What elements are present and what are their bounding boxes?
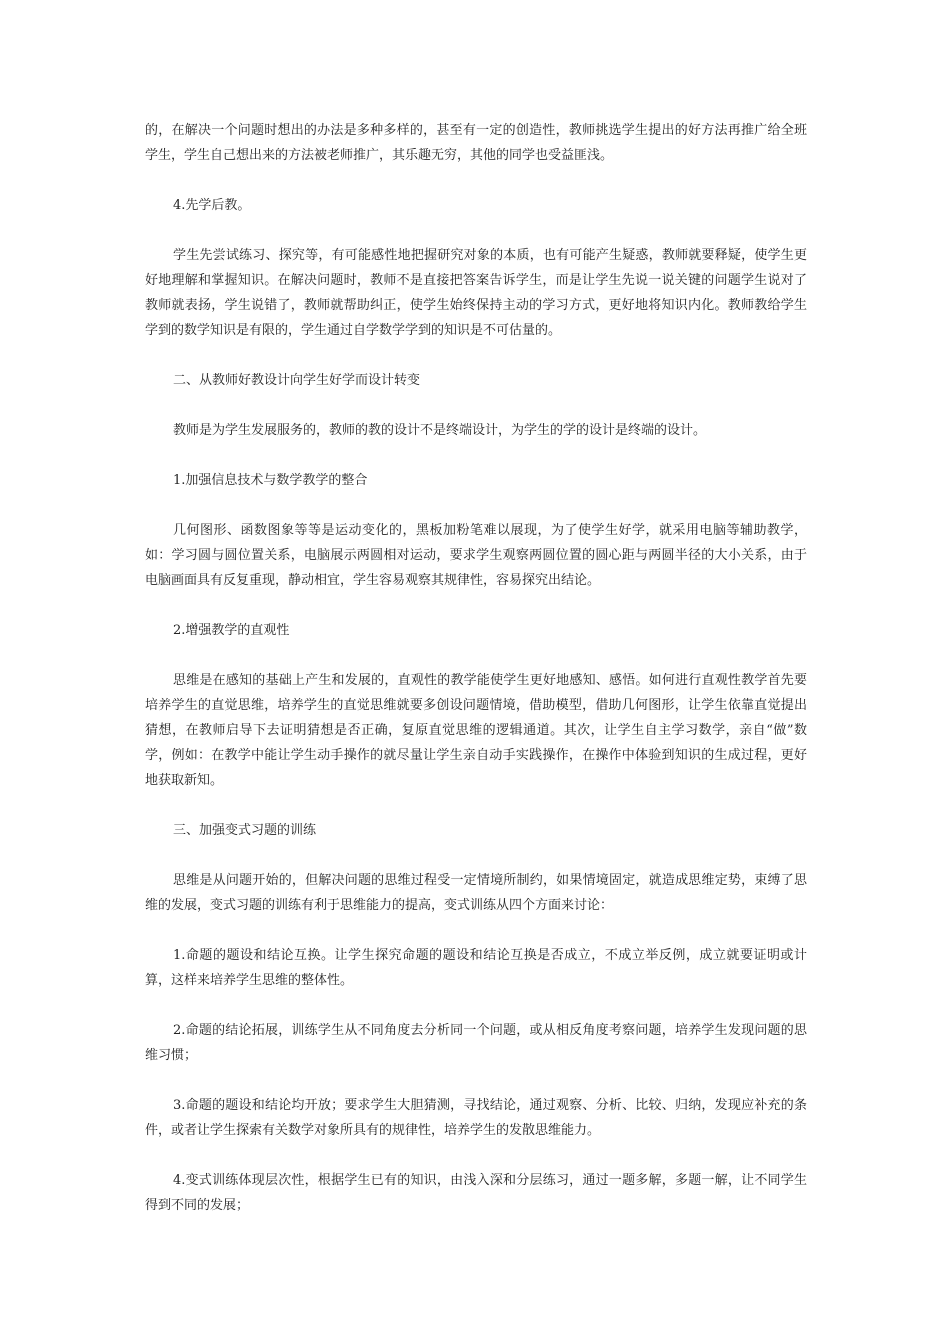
paragraph: 教师是为学生发展服务的，教师的教的设计不是终端设计，为学生的学的设计是终端的设计。 [173, 423, 707, 438]
subheading-1-it-integration: 1.加强信息技术与数学教学的整合 [173, 473, 368, 488]
list-item-3: 3.命题的题设和结论均开放；要求学生大胆猜测，寻找结论，通过观察、分析、比较、归纳，发现应补充的条件，或者让学生探索有关数学对象所具有的规律性，培养学生的发散思维能力。 [145, 1098, 807, 1138]
paragraph: 几何图形、函数图象等等是运动变化的，黑板加粉笔难以展现，为了使学生好学，就采用电脑等辅助教学，如：学习圆与圆位置关系，电脑展示两圆相对运动，要求学生观察两圆位置的圆心距与两圆半径的大小关系，由于电脑画面具有反复重现，静动相宜，学生容易观察其规律性，容易探究出结论。 [145, 523, 807, 588]
paragraph: 思维是在感知的基础上产生和发展的，直观性的教学能使学生更好地感知、感悟。如何进行直观性教学首先要培养学生的直觉思维，培养学生的直觉思维就要多创设问题情境，借助模型，借助几何图形，让学生依靠直觉提出猜想，在教师启导下去证明猜想是否正确，复原直觉思维的逻辑通道。其次，让学生自主学习数学，亲自“做”数学，例如：在教学中能让学生动手操作的就尽量让学生亲自动手实践操作，在操作中体验到知识的生成过程，更好地获取新知。 [145, 673, 807, 788]
subheading-2-intuitive-teaching: 2.增强教学的直观性 [173, 623, 290, 638]
paragraph: 学生先尝试练习、探究等，有可能感性地把握研究对象的本质，也有可能产生疑惑，教师就要释疑，使学生更好地理解和掌握知识。在解决问题时，教师不是直接把答案告诉学生，而是让学生先说一说关键的问题学生说对了教师就表扬，学生说错了，教师就帮助纠正，使学生始终保持主动的学习方式，更好地将知识内化。教师教给学生学到的数学知识是有限的，学生通过自学数学学到的知识是不可估量的。 [145, 248, 807, 338]
section-heading-2: 二、从教师好教设计向学生好学而设计转变 [173, 373, 421, 388]
paragraph: 思维是从问题开始的，但解决问题的思维过程受一定情境所制约，如果情境固定，就造成思维定势，束缚了思维的发展，变式习题的训练有利于思维能力的提高，变式训练从四个方面来讨论： [145, 873, 807, 913]
section-heading-3: 三、加强变式习题的训练 [173, 823, 317, 838]
paragraph-continuation: 的，在解决一个问题时想出的办法是多种多样的，甚至有一定的创造性，教师挑选学生提出的好方法再推广给全班学生，学生自己想出来的方法被老师推广，其乐趣无穷，其他的同学也受益匪浅。 [145, 123, 807, 163]
document-body [145, 118, 807, 1243]
list-item-2: 2.命题的结论拓展，训练学生从不同角度去分析同一个问题，或从相反角度考察问题，培养学生发现问题的思维习惯； [145, 1023, 807, 1063]
list-item-1: 1.命题的题设和结论互换。让学生探究命题的题设和结论互换是否成立，不成立举反例，成立就要证明或计算，这样来培养学生思维的整体性。 [145, 948, 807, 988]
heading-4-learn-first: 4.先学后教。 [173, 198, 251, 213]
list-item-4: 4.变式训练体现层次性，根据学生已有的知识，由浅入深和分层练习，通过一题多解，多题一解，让不同学生得到不同的发展； [145, 1173, 807, 1213]
